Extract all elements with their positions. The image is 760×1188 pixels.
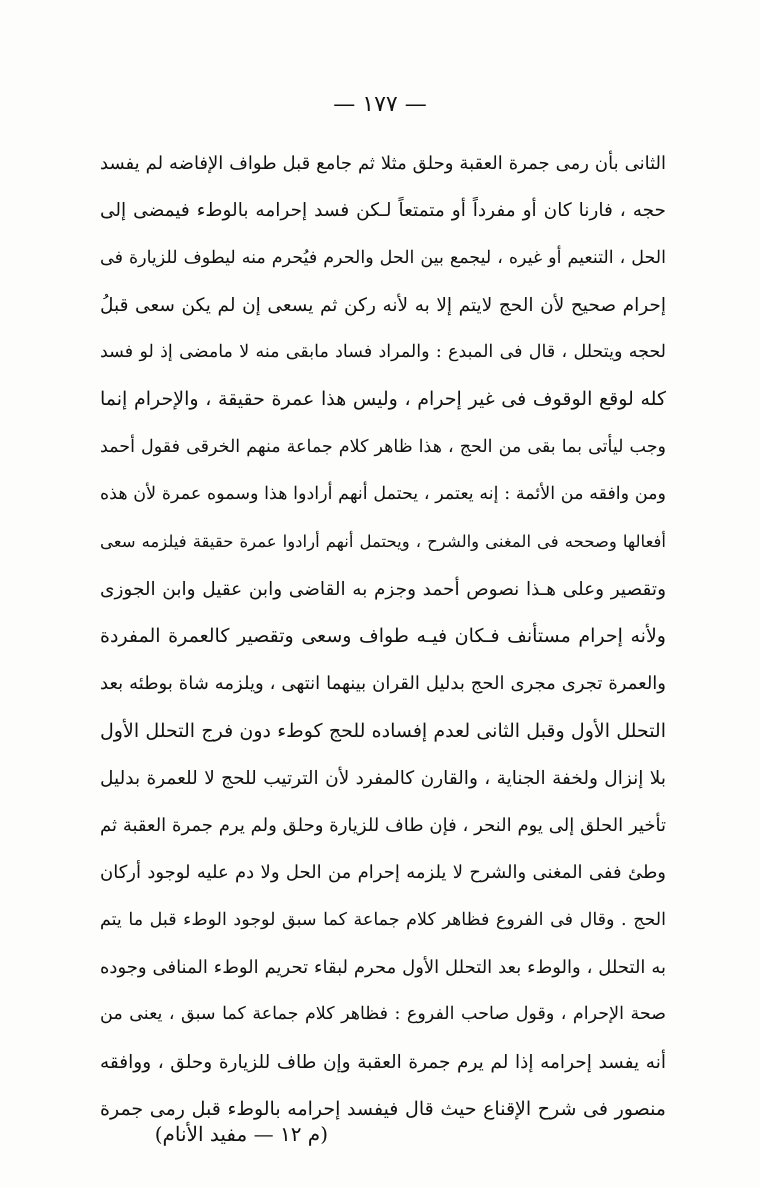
text-line: أفعالها وصححه فى المغنى والشرح ، ويحتمل أنهم أرادوا عمرة حقيقة فيلزمه سعى: [100, 532, 666, 552]
text-line: وتقصير وعلى هـذا نصوص أحمد وجزم به القاضى وابن عقيل وابن الجوزى: [100, 578, 666, 600]
text-line: كله لوقع الوقوف فى غير إحرام ، وليس هذا عمرة حقيقة ، والإحرام إنما: [100, 388, 666, 411]
text-line: الحج . وقال فى الفروع فظاهر كلام جماعة كما سبق لوجود الوطء قبل ما يتم: [100, 909, 666, 930]
text-line: تأخير الحلق إلى يوم النحر ، فإن طاف للزيارة وحلق ولم يرم جمرة العقبة ثم: [100, 815, 666, 837]
text-line: ولأنه إحرام مستأنف فـكان فيـه طواف وسعى وتقصير كالعمرة المفردة: [100, 624, 666, 647]
footer-signature: (م ١٢ — مفيد الأنام): [154, 1122, 328, 1146]
text-line: والعمرة تجرى مجرى الحج بدليل القران بينهما انتهى ، ويلزمه شاة بوطئه بعد: [100, 673, 666, 695]
text-line: بلا إنزال ولخفة الجناية ، والقارن كالمفرد لأن الترتيب للحج لا للعمرة بدليل: [100, 767, 666, 789]
text-line: صحة الإحرام ، وقول صاحب الفروع : فظاهر كلام جماعة كما سبق ، يعنى من: [100, 1004, 666, 1025]
text-line: لحجه ويتحلل ، قال فى المبدع : والمراد فساد مابقى منه لا مامضى إذ لو فسد: [100, 342, 666, 363]
text-line: وجب ليأتى بما بقى من الحج ، هذا ظاهر كلام جماعة منهم الخرقى فقول أحمد: [100, 436, 666, 457]
text-line: أنه يفسد إحرامه إذا لم يرم جمرة العقبة وإن طاف للزيارة وحلق ، ووافقه: [100, 1051, 666, 1073]
text-line: به التحلل ، والوطء بعد التحلل الأول محرم لبقاء تحريم الوطء المنافى وجوده: [100, 957, 666, 979]
text-line: الثانى بأن رمى جمرة العقبة وحلق مثلا ثم جامع قبل طواف الإفاضه لم يفسد: [100, 153, 666, 174]
text-line: إحرام صحيح لأن الحج لايتم إلا به لأنه ركن ثم يسعى إن لم يكن سعى قبلُ: [100, 294, 666, 316]
body-text: [100, 140, 666, 1133]
text-line: الحل ، التنعيم أو غيره ، ليجمع بين الحل والحرم فيُحرم منه ليطوف للزيارة فى: [100, 247, 666, 268]
page-number: — ١٧٧ —: [333, 92, 427, 117]
text-line: حجه ، فارنا كان أو مفرداً أو متمتعاً لـكن فسد إحرامه بالوطء فيمضى إلى: [100, 200, 666, 222]
text-line: منصور فى شرح الإقناع حيث قال فيفسد إحرامه بالوطء قبل رمى جمرة: [100, 1097, 666, 1120]
text-line: وطئ ففى المغنى والشرح لا يلزمه إحرام من الحل ولا دم عليه لوجود أركان: [100, 862, 666, 884]
text-line: التحلل الأول وقبل الثانى لعدم إفساده للحج كوطء دون فرج التحلل الأول: [100, 719, 666, 742]
text-line: ومن وافقه من الأئمة : إنه يعتمر ، يحتمل أنهم أرادوا هذا وسموه عمرة لأن هذه: [100, 484, 666, 505]
